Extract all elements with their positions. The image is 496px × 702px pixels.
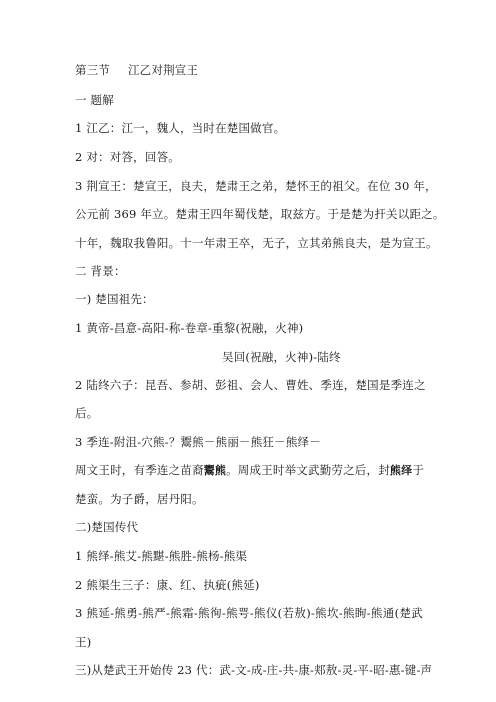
lineage-line-2: 2 熊渠生三子：康、红、执疵(熊延) — [75, 578, 260, 592]
lineage-line-4: 三)从楚武王开始传 23 代：武-文-成-庄-共-康-郏敖-灵-平-昭-惠-键-声 — [75, 663, 433, 677]
genealogy-line-3: 3 季连-附沮-穴熊-？鬻熊－熊丽－熊狂－熊绎－ — [75, 435, 321, 449]
line-4-text-c: 于 — [412, 463, 425, 477]
note-3-line-3: 十年，魏取我鲁阳。十一年肃王卒，无子，立其弟熊良夫，是为宣王。 — [75, 236, 438, 250]
lineage-line-3: 3 熊延-熊勇-熊严-熊霜-熊徇-熊咢-熊仪(若敖)-熊坎-熊眴-熊通(楚武 — [75, 606, 423, 620]
lineage-line-3-cont: 王) — [75, 635, 92, 649]
genealogy-line-2-cont: 后。 — [75, 406, 99, 420]
name-xiongyi: 熊绎 — [389, 464, 413, 477]
section-title — [75, 62, 423, 78]
genealogy-line-5: 楚蛮。为子爵，居丹阳。 — [75, 492, 204, 506]
note-2: 2 对：对答，回答。 — [75, 150, 180, 164]
line-4-text-b: 。周成王时举文武勤劳之后，封 — [226, 463, 390, 477]
genealogy-line-1: 1 黄帝-昌意-高阳-称-卷章-重黎(祝融，火神) — [75, 321, 304, 335]
note-1: 1 江乙：江一，魏人，当时在楚国做官。 — [75, 121, 286, 135]
section-label: 第三节 — [75, 63, 111, 77]
subheading-2: 二)楚国传代 — [75, 520, 139, 534]
section-heading: 江乙对荆宣王 — [127, 63, 199, 77]
genealogy-line-1b: 吴回(祝融，火神)-陆终 — [222, 350, 341, 364]
line-4-text-a: 周文王时，有季连之苗裔 — [75, 463, 204, 477]
subheading-1: 一) 楚国祖先： — [75, 292, 154, 306]
genealogy-line-4 — [75, 462, 423, 479]
heading-1: 一 题解 — [75, 93, 114, 107]
name-yuxiong: 鬻熊 — [203, 464, 227, 477]
lineage-line-1: 1 熊绎-熊艾-熊黮-熊胜-熊杨-熊渠 — [75, 549, 248, 563]
heading-2: 二 背景： — [75, 264, 126, 278]
note-3-line-2: 公元前 369 年立。楚肃王四年蜀伐楚，取兹方。于是楚为扞关以距之。 — [75, 207, 445, 221]
note-3-line-1: 3 荆宣王：楚宣王，良夫，楚肃王之弟，楚怀王的祖父。在位 30 年， — [75, 179, 437, 193]
genealogy-line-2: 2 陆终六子：昆吾、参胡、彭祖、会人、曹姓、季连，楚国是季连之 — [75, 378, 426, 392]
